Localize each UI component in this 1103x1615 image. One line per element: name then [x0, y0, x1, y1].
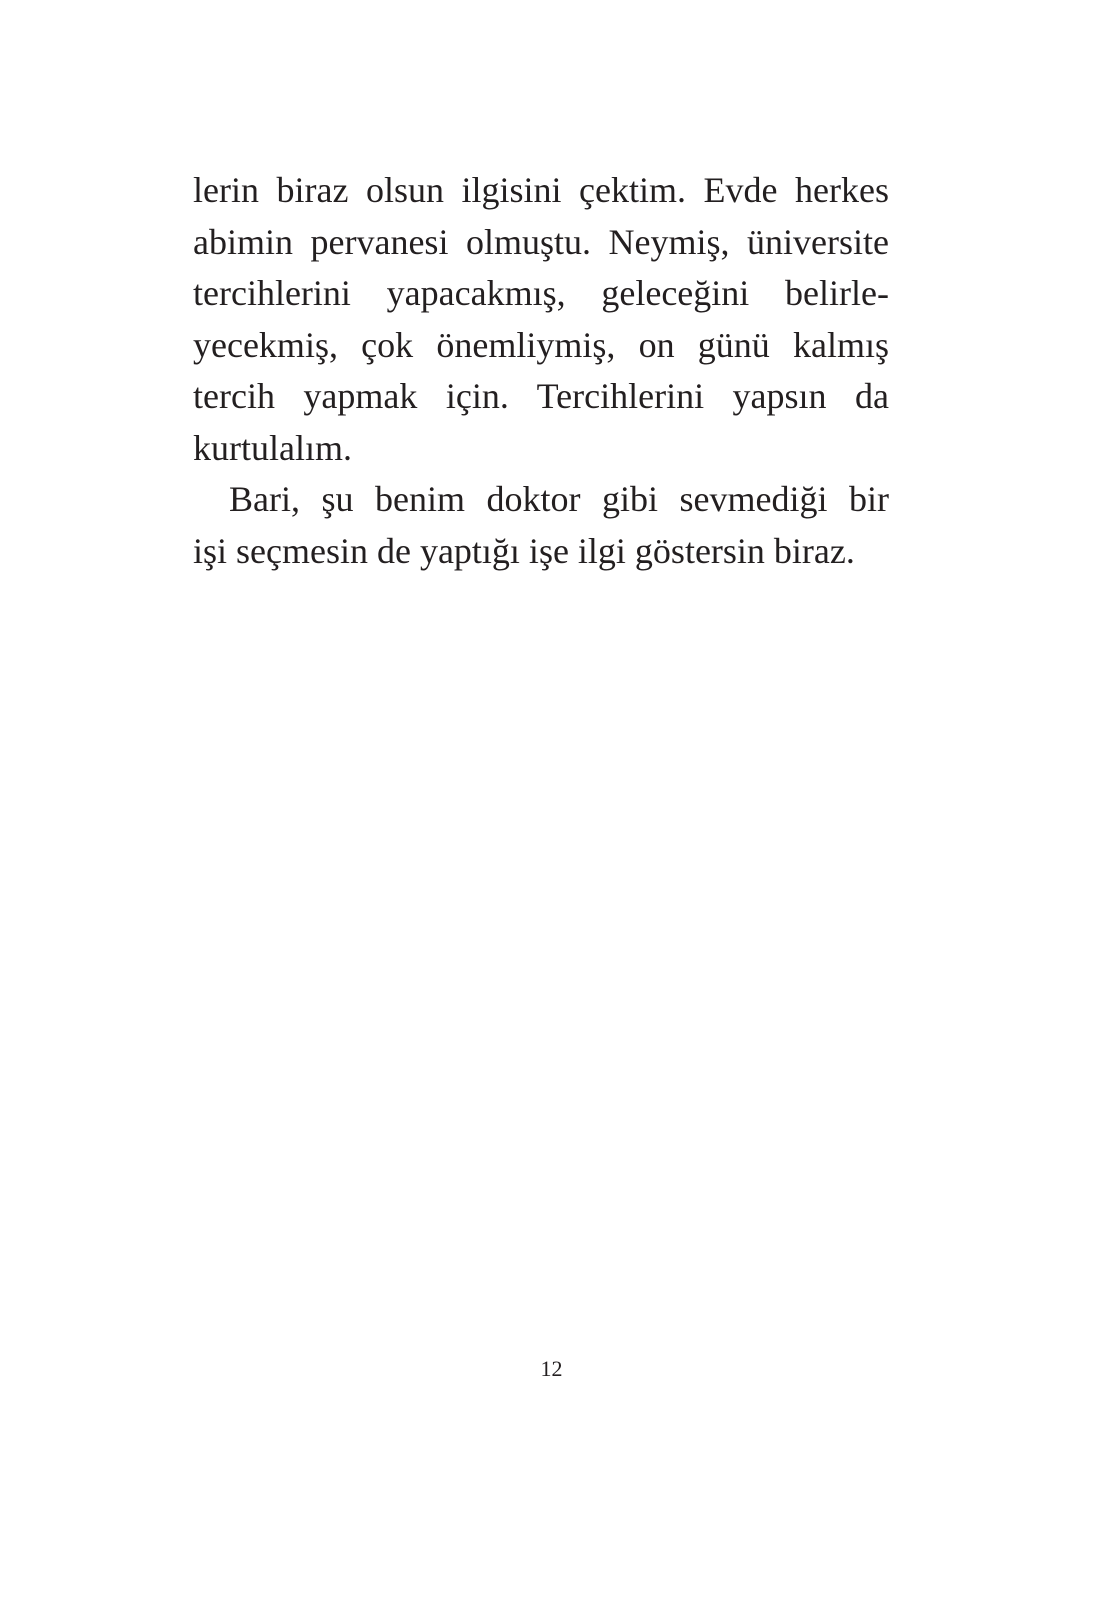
paragraph [193, 165, 889, 474]
text-line: Bari, şu benim doktor gibi sevmediği bir [229, 479, 889, 519]
text-line: işi seçmesin de yaptığı işe ilgi göstersin biraz. [193, 530, 855, 571]
text-line: tercih yapmak için. Tercihlerini yapsın da [193, 376, 889, 416]
text-line: kurtulalım. [193, 427, 352, 468]
body-text [193, 165, 889, 577]
text-line: tercihlerini yapacakmış, geleceğini belirle- [193, 273, 889, 313]
page-number: 12 [540, 1356, 563, 1381]
text-line: yecekmiş, çok önemliymiş, on günü kalmış [193, 324, 889, 365]
paragraph [193, 474, 889, 577]
text-line: lerin biraz olsun ilgisini çektim. Evde herkes [193, 170, 889, 210]
text-line: abimin pervanesi olmuştu. Neymiş, üniversite [193, 221, 889, 262]
